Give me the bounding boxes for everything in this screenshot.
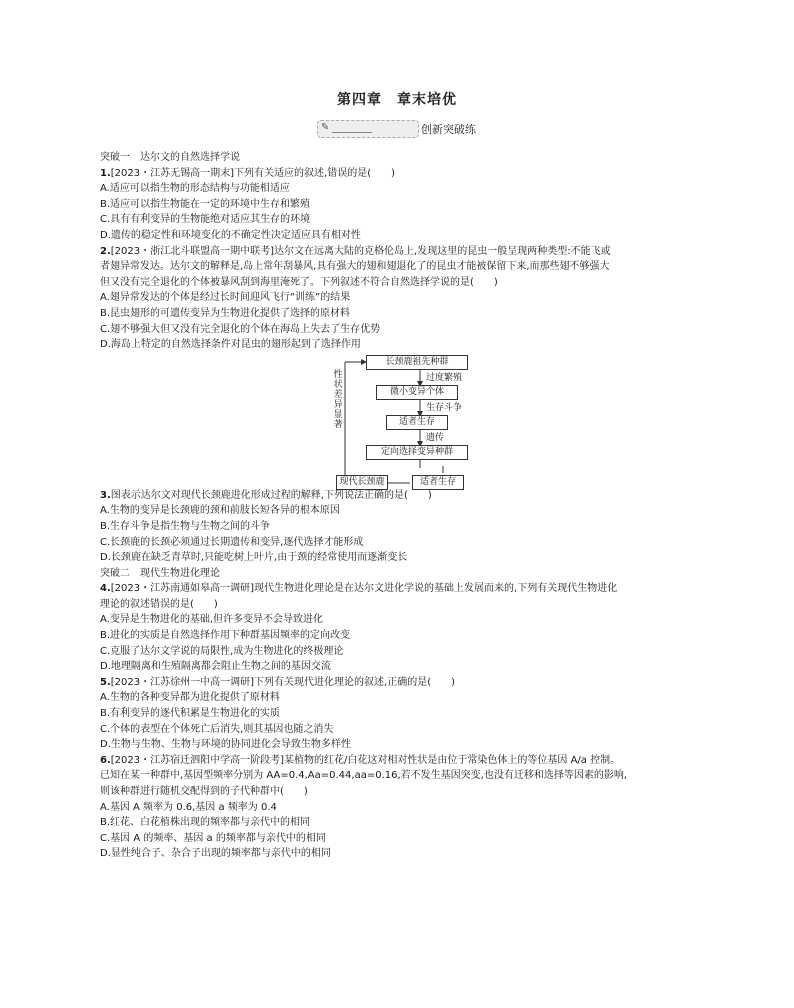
banner-label: 创新突破练 — [421, 123, 476, 136]
question-stem-line: 已知在某一种群中,基因型频率分别为 AA=0.4,Aa=0.44,aa=0.16,若不发生基因突变,也没有迁移和选择等因素的影响, — [100, 770, 628, 782]
option-b: B.有利变异的逐代积累是生物进化的实质 — [100, 708, 281, 720]
option-a: A.适应可以指生物的形态结构与功能相适应 — [100, 183, 290, 195]
option-a: A.翅异常发达的个体是经过长时间迎风飞行“训练”的结果 — [100, 292, 351, 304]
question-5 — [100, 675, 705, 753]
option-c: C.具有有利变异的生物能绝对适应其生存的环境 — [100, 214, 311, 226]
question-stem: [2023・江苏徐州一中高一调研]下列有关现代进化理论的叙述,正确的是( ) — [110, 676, 455, 688]
question-1 — [100, 166, 705, 244]
box-survival-fittest: 适者生存 — [386, 415, 448, 430]
option-c: C.翅不够强大但又没有完全退化的个体在海岛上失去了生存优势 — [100, 323, 381, 335]
option-d: D.长颈鹿在缺乏青草时,只能吃树上叶片,由于颈的经常使用而逐渐变长 — [100, 552, 408, 564]
option-b: B.昆虫翅形的可遗传变异为生物进化提供了选择的原材料 — [100, 307, 351, 319]
option-b: B.红花、白花植株出现的频率都与亲代中的相同 — [100, 817, 311, 829]
box-directional-selection: 定向选择变异种群 — [366, 445, 468, 460]
question-6 — [100, 753, 705, 862]
option-c: C.个体的表型在个体死亡后消失,则其基因也随之消失 — [100, 723, 334, 735]
giraffe-evolution-diagram — [100, 353, 705, 488]
question-stem-line: [2023・江苏南通如皋高一调研]现代生物进化理论是在达尔文进化学说的基础上发展而来的,下列有关现代生物进化 — [110, 583, 618, 595]
option-c: C.长颈鹿的长颈必须通过长期遗传和变异,逐代选择才能形成 — [100, 536, 364, 548]
option-d: D.遗传的稳定性和环境变化的不确定性决定适应具有相对性 — [100, 229, 361, 241]
page-title: 第四章 章末培优 — [337, 92, 457, 108]
option-b: B.生存斗争是指生物与生物之间的斗争 — [100, 520, 271, 532]
section-heading-2: 突破二 现代生物进化理论 — [100, 567, 220, 579]
question-stem-line: 但又没有完全退化的个体被暴风刮到海里淹死了。下列叙述不符合自然选择学说的是( ) — [100, 276, 498, 288]
question-4 — [100, 581, 705, 675]
option-c: C.克服了达尔文学说的局限性,成为生物进化的终极理论 — [100, 645, 344, 657]
question-stem-line: [2023・浙江北斗联盟高一期中联考]达尔文在远离大陆的克格伦岛上,发现这里的昆虫一般呈现两种类型:不能飞或 — [110, 245, 611, 257]
question-stem: [2023・江苏无锡高一期末]下列有关适应的叙述,错误的是( ) — [110, 167, 395, 179]
option-a: A.基因 A 频率为 0.6,基因 a 频率为 0.4 — [100, 801, 277, 813]
question-number: 6. — [100, 754, 111, 766]
option-a: A.生物的变异是长颈鹿的颈和前肢长短各异的根本原因 — [100, 505, 340, 517]
question-stem: 图表示达尔文对现代长颈鹿进化形成过程的解释,下列说法正确的是( ) — [110, 489, 432, 501]
question-3 — [100, 488, 705, 566]
question-stem-line: 理论的叙述错误的是( ) — [100, 598, 218, 610]
box-survival-fittest-2: 适者生存 — [412, 475, 464, 490]
option-d: D.海岛上特定的自然选择条件对昆虫的翅形起到了选择作用 — [100, 339, 361, 351]
box-ancestor-population: 长颈鹿祖先种群 — [366, 355, 468, 370]
label-overproduction: 过度繁殖 — [426, 372, 463, 383]
question-number: 5. — [100, 676, 111, 688]
question-stem-line: 者翅异常发达。达尔文的解释是,岛上常年刮暴风,具有强大的翅和翅退化了的昆虫才能被保留下来,而那些翅不够强大 — [100, 261, 610, 273]
option-b: B.适应可以指生物能在一定的环境中生存和繁殖 — [100, 198, 311, 210]
banner-underline — [332, 132, 372, 133]
option-c: C.基因 A 的频率、基因 a 的频率都与亲代中的相同 — [100, 832, 326, 844]
pencil-icon: ✎ — [321, 122, 330, 133]
question-stem-line: [2023・江苏宿迁泗阳中学高一阶段考]某植物的红花/白花这对相对性状是由位于常染色体上的等位基因 A/a 控制。 — [110, 754, 621, 766]
label-heredity: 遗传 — [426, 432, 445, 443]
option-d: D.显性纯合子、杂合子出现的频率都与亲代中的相同 — [100, 848, 331, 860]
label-struggle: 生存斗争 — [426, 402, 463, 413]
section-banner — [317, 120, 476, 138]
question-number: 3. — [100, 489, 111, 501]
question-number: 1. — [100, 167, 111, 179]
option-a: A.生物的各种变异都为进化提供了原材料 — [100, 692, 280, 704]
option-d: D.生物与生物、生物与环境的协同进化会导致生物多样性 — [100, 739, 351, 751]
option-b: B.进化的实质是自然选择作用下种群基因频率的定向改变 — [100, 630, 351, 642]
question-content — [100, 150, 705, 862]
question-number: 4. — [100, 583, 111, 595]
banner-tag — [317, 120, 419, 138]
box-modern-giraffe: 现代长颈鹿 — [336, 475, 388, 490]
option-a: A.变异是生物进化的基础,但许多变异不会导致进化 — [100, 614, 324, 626]
side-label: 性状差异显著 — [331, 368, 342, 429]
question-2 — [100, 244, 705, 353]
question-stem-line: 则该种群进行随机交配得到的子代种群中( ) — [100, 786, 308, 797]
section-heading-1: 突破一 达尔文的自然选择学说 — [100, 152, 240, 163]
box-minor-variation: 微小变异个体 — [376, 385, 458, 400]
question-number: 2. — [100, 245, 111, 257]
option-d: D.地理隔离和生殖隔离都会阻止生物之间的基因交流 — [100, 661, 331, 673]
